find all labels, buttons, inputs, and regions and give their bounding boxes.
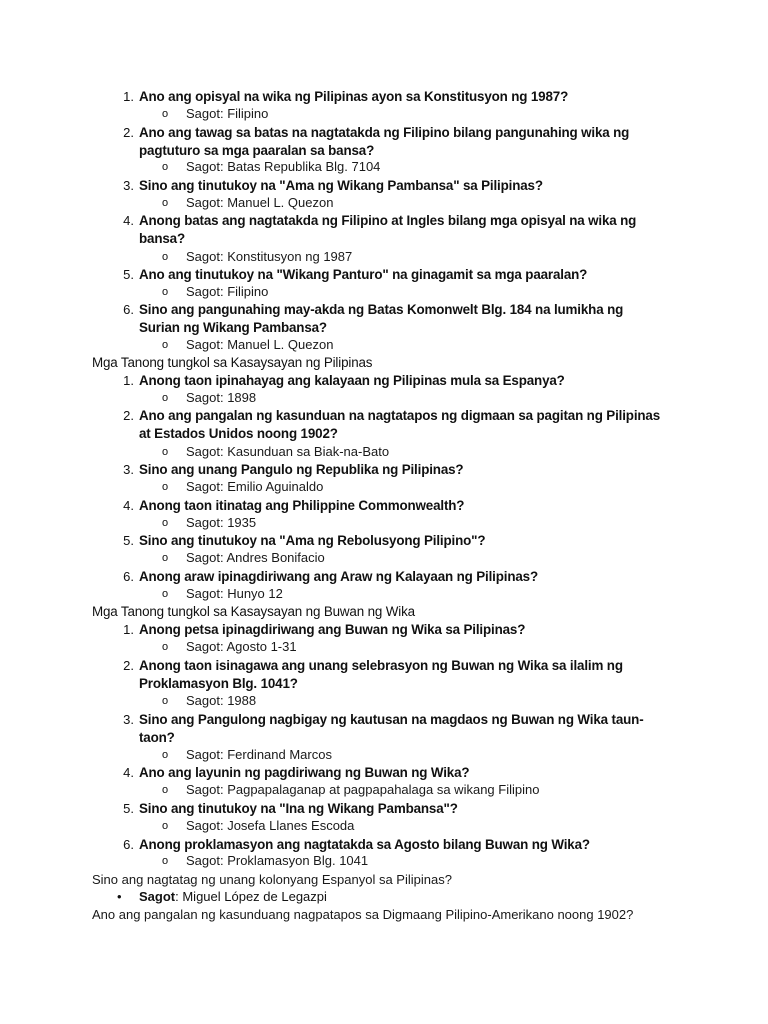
question-text: Sino ang tinutukoy na "Ama ng Wikang Pambansa" sa Pilipinas?: [139, 178, 543, 193]
answer-text: Sagot: Emilio Aguinaldo: [186, 479, 324, 494]
circle-bullet: o: [162, 108, 169, 120]
answer-text: Sagot: Josefa Llanes Escoda: [186, 818, 355, 833]
question-text: Sino ang unang Pangulo ng Republika ng Pilipinas?: [139, 462, 464, 477]
question-text: Anong taon ipinahayag ang kalayaan ng Pilipinas mula sa Espanya?: [139, 373, 565, 388]
question-text: Anong batas ang nagtatakda ng Filipino at Ingles bilang mga opisyal na wika ng: [139, 213, 637, 228]
item-number: 3.: [123, 462, 134, 477]
section-heading: Mga Tanong tungkol sa Kasaysayan ng Buwan ng Wika: [92, 604, 415, 619]
item-number: 6.: [123, 569, 134, 584]
circle-bullet: o: [162, 161, 169, 173]
answer-text: Sagot: Andres Bonifacio: [186, 550, 325, 565]
item-number: 3.: [123, 178, 134, 193]
extra-question-1: Sino ang nagtatag ng unang kolonyang Espanyol sa Pilipinas?: [92, 872, 452, 887]
item-number: 4.: [123, 213, 134, 228]
question-text: Sino ang Pangulong nagbigay ng kautusan na magdaos ng Buwan ng Wika taun-: [139, 712, 644, 727]
circle-bullet: o: [162, 286, 169, 298]
item-number: 5.: [123, 267, 134, 282]
answer-text: Sagot: Ferdinand Marcos: [186, 747, 332, 762]
section-heading: Mga Tanong tungkol sa Kasaysayan ng Pilipinas: [92, 355, 373, 370]
item-number: 2.: [123, 125, 134, 140]
item-number: 3.: [123, 712, 134, 727]
circle-bullet: o: [162, 481, 169, 493]
question-text: Sino ang tinutukoy na "Ina ng Wikang Pambansa"?: [139, 801, 458, 816]
item-number: 2.: [123, 658, 134, 673]
answer-text: Sagot: 1935: [186, 515, 257, 530]
item-number: 4.: [123, 498, 134, 513]
answer-text: Sagot: Pagpapalaganap at pagpapahalaga sa wikang Filipino: [186, 782, 540, 797]
item-number: 4.: [123, 765, 134, 780]
item-number: 2.: [123, 408, 134, 423]
answer-text: Sagot: Manuel L. Quezon: [186, 337, 334, 352]
answer-text: Sagot: 1898: [186, 390, 257, 405]
extra-question-2: Ano ang pangalan ng kasunduang nagpatapos sa Digmaang Pilipino-Amerikano noong 1902?: [92, 907, 634, 922]
item-number: 1.: [123, 622, 134, 637]
item-number: 6.: [123, 302, 134, 317]
question-text-cont: Proklamasyon Blg. 1041?: [139, 676, 298, 691]
circle-bullet: o: [162, 517, 169, 529]
item-number: 1.: [123, 373, 134, 388]
answer-text: Sagot: Agosto 1-31: [186, 639, 297, 654]
question-text-cont: Surian ng Wikang Pambansa?: [139, 320, 327, 335]
question-text: Anong taon isinagawa ang unang selebrasyon ng Buwan ng Wika sa ilalim ng: [139, 658, 623, 673]
circle-bullet: o: [162, 392, 169, 404]
item-number: 1.: [123, 89, 134, 104]
item-number: 6.: [123, 837, 134, 852]
disc-bullet: •: [117, 889, 122, 904]
answer-text: Sagot: Proklamasyon Blg. 1041: [186, 853, 369, 868]
item-number: 5.: [123, 533, 134, 548]
answer-text: Sagot: Filipino: [186, 106, 269, 121]
circle-bullet: o: [162, 552, 169, 564]
question-text: Sino ang pangunahing may-akda ng Batas Komonwelt Blg. 184 na lumikha ng: [139, 302, 624, 317]
circle-bullet: o: [162, 446, 169, 458]
circle-bullet: o: [162, 784, 169, 796]
question-text-cont: taon?: [139, 730, 175, 745]
answer-value: : Miguel López de Legazpi: [175, 889, 327, 904]
question-text: Ano ang layunin ng pagdiriwang ng Buwan ng Wika?: [139, 765, 470, 780]
question-text: Anong proklamasyon ang nagtatakda sa Agosto bilang Buwan ng Wika?: [139, 837, 590, 852]
question-text-cont: pagtuturo sa mga paaralan sa bansa?: [139, 143, 375, 158]
answer-text: Sagot: Hunyo 12: [186, 586, 283, 601]
circle-bullet: o: [162, 197, 169, 209]
answer-text: Sagot: Batas Republika Blg. 7104: [186, 159, 381, 174]
circle-bullet: o: [162, 339, 169, 351]
question-text-cont: bansa?: [139, 231, 185, 246]
question-text: Ano ang tinutukoy na "Wikang Panturo" na ginagamit sa mga paaralan?: [139, 267, 588, 282]
answer-text: Sagot: 1988: [186, 693, 257, 708]
question-text: Anong petsa ipinagdiriwang ang Buwan ng Wika sa Pilipinas?: [139, 622, 526, 637]
circle-bullet: o: [162, 749, 169, 761]
circle-bullet: o: [162, 695, 169, 707]
answer-label: Sagot: [139, 889, 176, 904]
question-text: Ano ang opisyal na wika ng Pilipinas ayon sa Konstitusyon ng 1987?: [139, 89, 569, 104]
question-text: Ano ang pangalan ng kasunduan na nagtatapos ng digmaan sa pagitan ng Pilipinas: [139, 408, 661, 423]
question-text: Anong taon itinatag ang Philippine Commonwealth?: [139, 498, 465, 513]
circle-bullet: o: [162, 855, 169, 867]
question-text: Anong araw ipinagdiriwang ang Araw ng Kalayaan ng Pilipinas?: [139, 569, 538, 584]
extra-answer: [139, 888, 327, 905]
question-text: Ano ang tawag sa batas na nagtatakda ng Filipino bilang pangunahing wika ng: [139, 125, 630, 140]
answer-text: Sagot: Filipino: [186, 284, 269, 299]
circle-bullet: o: [162, 588, 169, 600]
circle-bullet: o: [162, 820, 169, 832]
question-text-cont: at Estados Unidos noong 1902?: [139, 426, 338, 441]
answer-text: Sagot: Kasunduan sa Biak-na-Bato: [186, 444, 390, 459]
question-text: Sino ang tinutukoy na "Ama ng Rebolusyong Pilipino"?: [139, 533, 486, 548]
circle-bullet: o: [162, 251, 169, 263]
answer-text: Sagot: Manuel L. Quezon: [186, 195, 334, 210]
circle-bullet: o: [162, 641, 169, 653]
item-number: 5.: [123, 801, 134, 816]
answer-text: Sagot: Konstitusyon ng 1987: [186, 249, 353, 264]
